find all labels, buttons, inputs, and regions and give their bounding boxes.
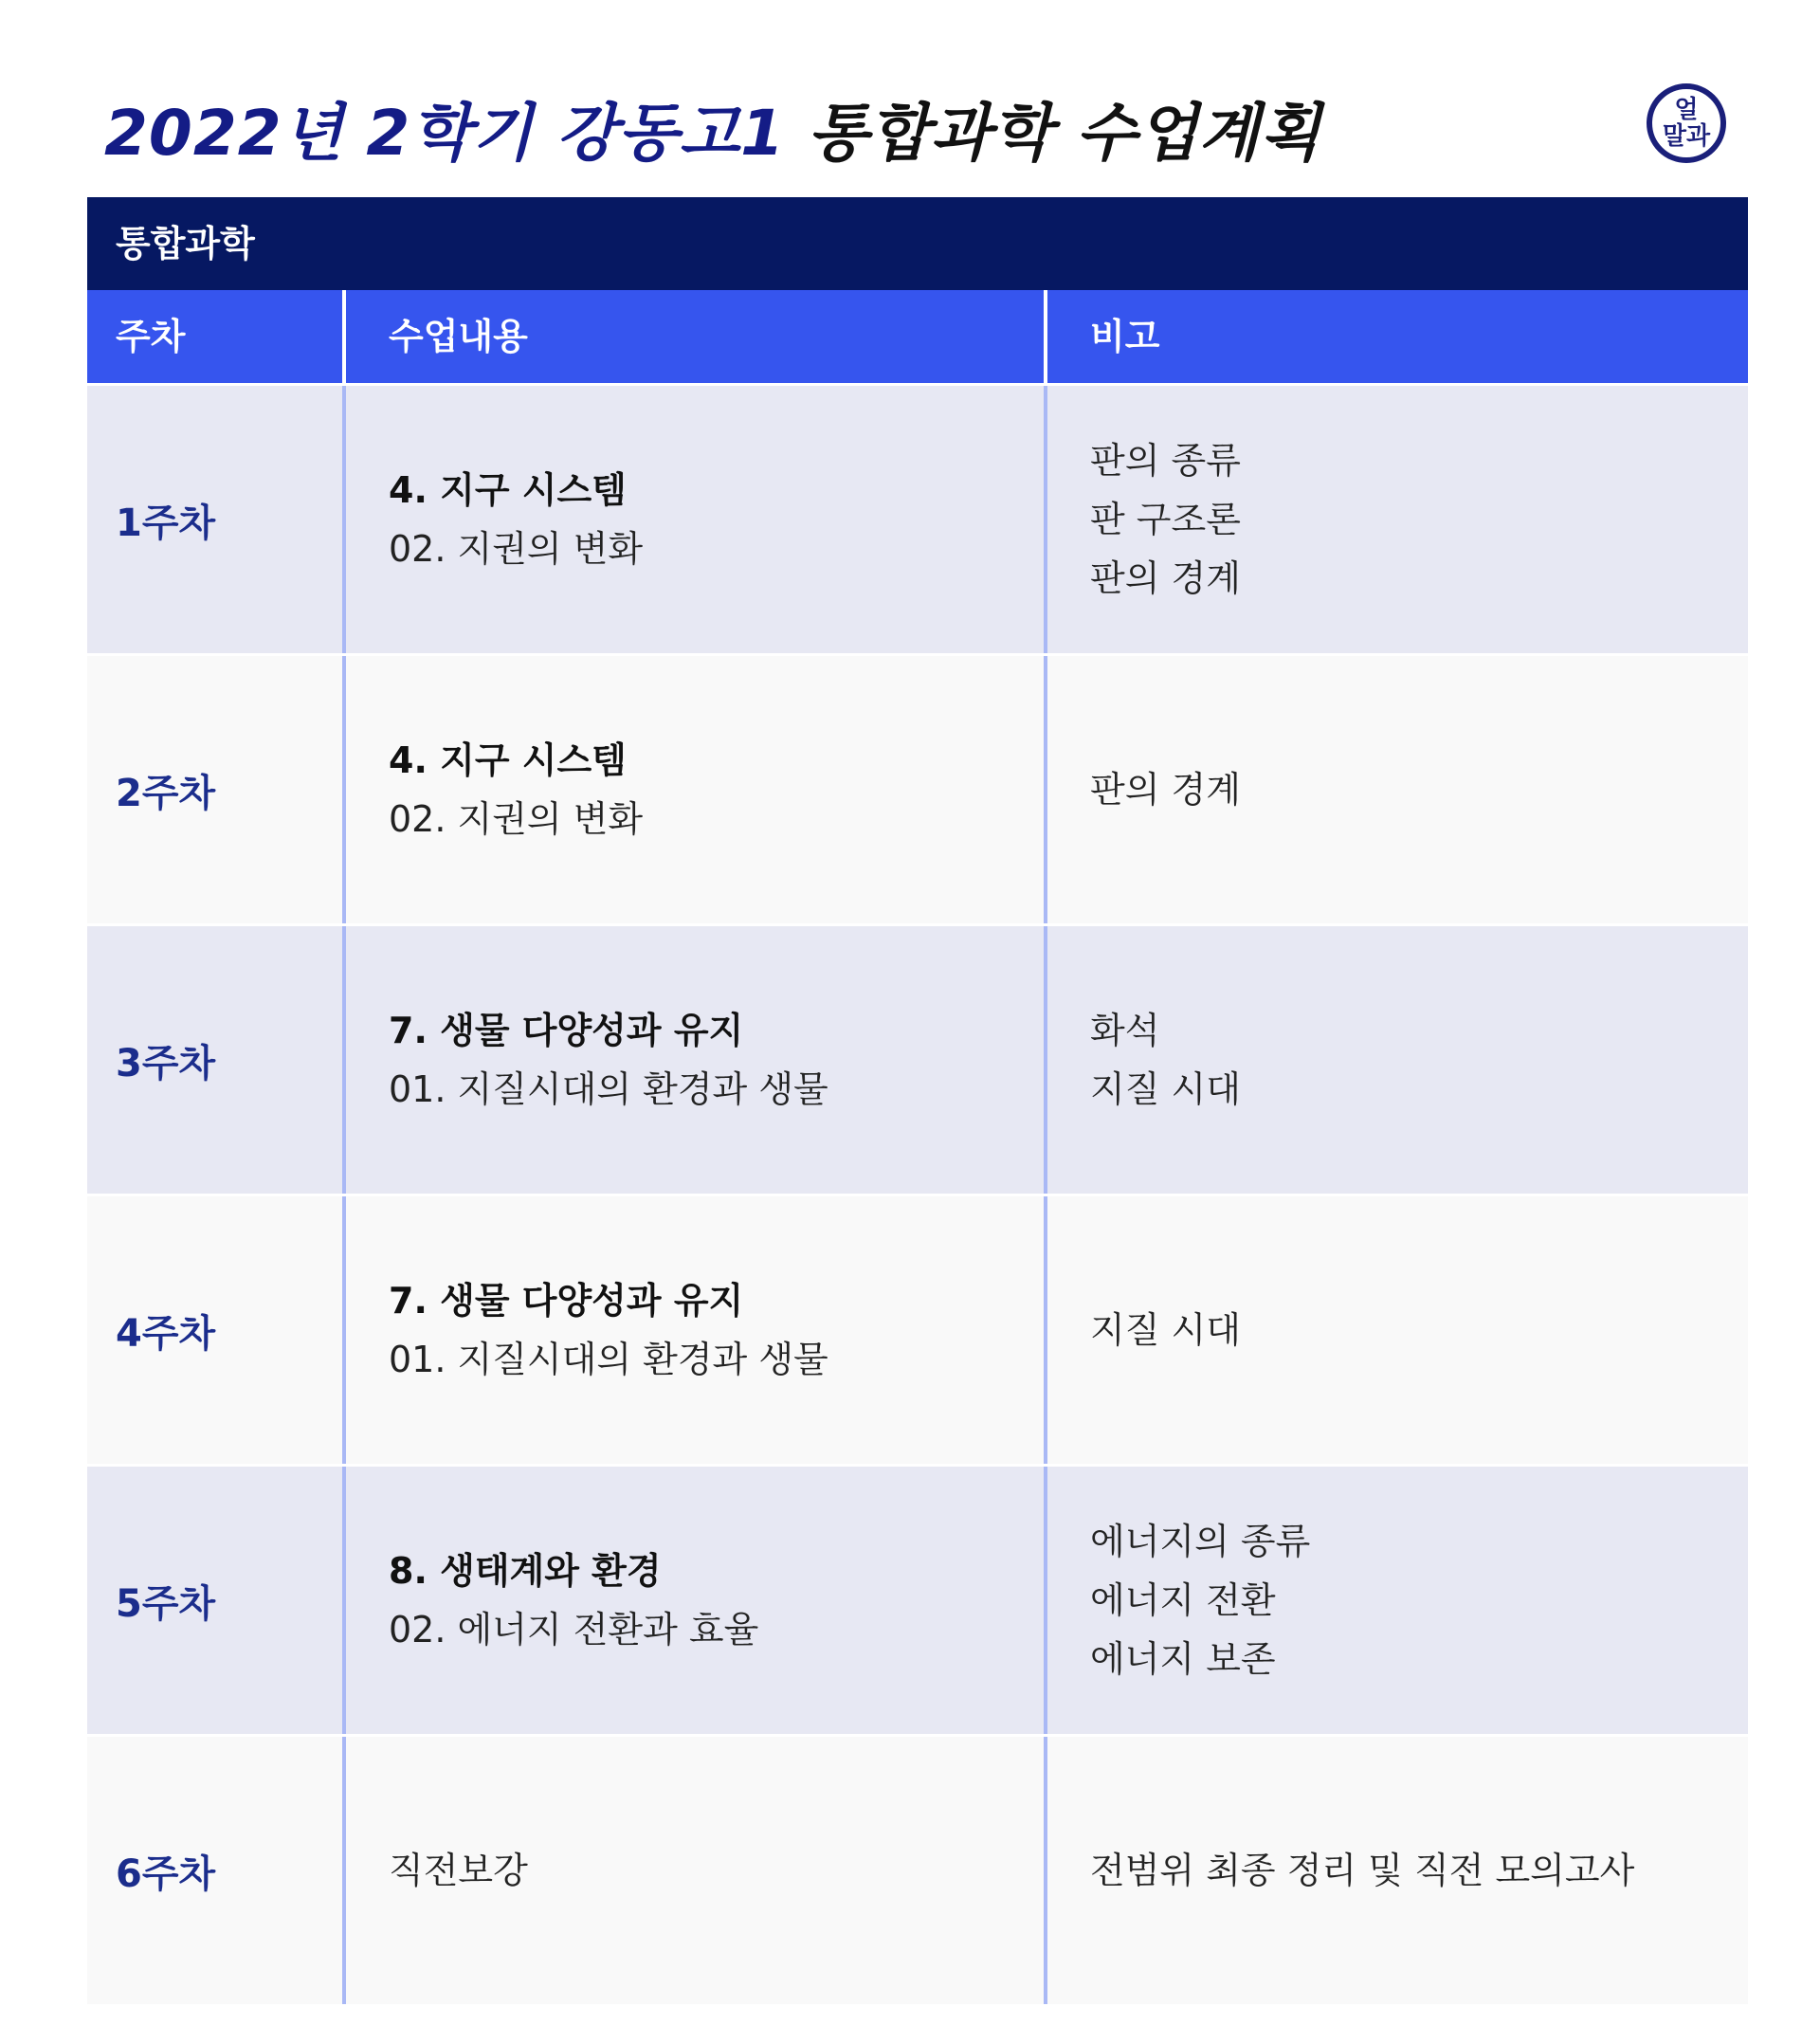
content-cell bbox=[346, 386, 1047, 653]
content-cell bbox=[346, 1737, 1047, 2004]
lesson-title: 02. 에너지 전환과 효율 bbox=[389, 1609, 759, 1651]
table-row bbox=[87, 383, 1748, 653]
title-school-term: 2022년 2학기 강동고1 bbox=[104, 97, 786, 170]
note-item: 판의 경계 bbox=[1090, 769, 1241, 811]
note-cell bbox=[1047, 926, 1748, 1194]
week-label: 4주차 bbox=[116, 1311, 216, 1356]
note-item: 판 구조론 bbox=[1090, 499, 1241, 540]
note-item: 전범위 최종 정리 및 직전 모의고사 bbox=[1090, 1850, 1635, 1891]
lesson-title: 02. 지권의 변화 bbox=[389, 798, 644, 840]
table-row bbox=[87, 653, 1748, 923]
content-cell bbox=[346, 926, 1047, 1194]
content-cell bbox=[346, 1467, 1047, 1734]
header-content: 수업내용 bbox=[346, 290, 1047, 383]
note-cell bbox=[1047, 1196, 1748, 1464]
table-body bbox=[87, 383, 1748, 2004]
unit-title: 4. 지구 시스템 bbox=[389, 469, 627, 511]
note-item: 화석 bbox=[1090, 1010, 1160, 1051]
week-label: 5주차 bbox=[116, 1581, 216, 1626]
note-item: 지질 시대 bbox=[1090, 1309, 1241, 1351]
note-cell bbox=[1047, 1737, 1748, 2004]
table-row bbox=[87, 1734, 1748, 2004]
week-cell bbox=[87, 1737, 346, 2004]
unit-title: 7. 생물 다양성과 유지 bbox=[389, 1010, 744, 1051]
note-cell bbox=[1047, 386, 1748, 653]
table-row bbox=[87, 1194, 1748, 1464]
week-cell bbox=[87, 1196, 346, 1464]
week-label: 1주차 bbox=[116, 501, 216, 545]
unit-title: 7. 생물 다양성과 유지 bbox=[389, 1280, 744, 1322]
lesson-title: 직전보강 bbox=[389, 1850, 528, 1891]
note-item: 판의 종류 bbox=[1090, 440, 1241, 482]
table-row bbox=[87, 1464, 1748, 1734]
lesson-title: 01. 지질시대의 환경과 생물 bbox=[389, 1339, 828, 1380]
content-cell bbox=[346, 656, 1047, 923]
page-title bbox=[104, 91, 1321, 176]
week-cell bbox=[87, 386, 346, 653]
note-cell bbox=[1047, 1467, 1748, 1734]
week-cell bbox=[87, 926, 346, 1194]
note-item: 지질 시대 bbox=[1090, 1068, 1241, 1110]
table-header-row bbox=[87, 290, 1748, 383]
week-label: 2주차 bbox=[116, 771, 216, 815]
brand-logo bbox=[1647, 83, 1726, 163]
content-cell bbox=[346, 1196, 1047, 1464]
note-item: 에너지의 종류 bbox=[1090, 1521, 1311, 1562]
week-cell bbox=[87, 1467, 346, 1734]
logo-text-top: 얼 bbox=[1674, 96, 1699, 124]
header-week: 주차 bbox=[87, 290, 346, 383]
unit-title: 8. 생태계와 환경 bbox=[389, 1550, 662, 1592]
logo-text-bottom: 말과 bbox=[1662, 122, 1711, 151]
table-title: 통합과학 bbox=[87, 197, 1748, 290]
table-row bbox=[87, 923, 1748, 1194]
week-cell bbox=[87, 656, 346, 923]
lesson-title: 02. 지권의 변화 bbox=[389, 528, 644, 570]
note-item: 에너지 전환 bbox=[1090, 1579, 1276, 1621]
note-item: 에너지 보존 bbox=[1090, 1638, 1276, 1680]
lesson-title: 01. 지질시대의 환경과 생물 bbox=[389, 1068, 828, 1110]
note-item: 판의 경계 bbox=[1090, 557, 1241, 599]
unit-title: 4. 지구 시스템 bbox=[389, 739, 627, 781]
note-cell bbox=[1047, 656, 1748, 923]
week-label: 3주차 bbox=[116, 1041, 216, 1085]
header-note: 비고 bbox=[1090, 316, 1160, 357]
title-course-plan: 통합과학 수업계획 bbox=[808, 97, 1322, 170]
week-label: 6주차 bbox=[116, 1851, 216, 1896]
schedule-table bbox=[87, 197, 1748, 2004]
